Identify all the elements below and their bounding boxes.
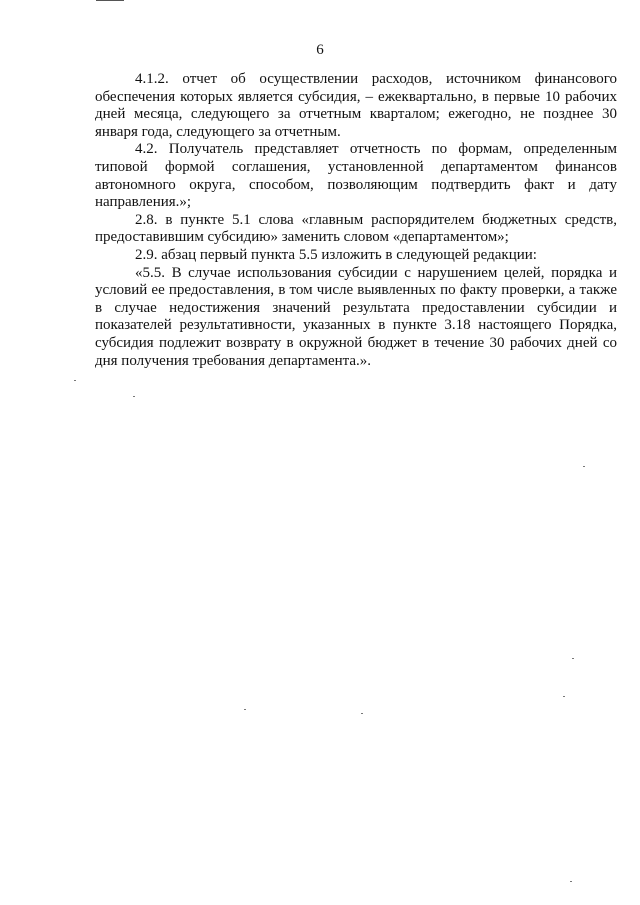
scan-speck <box>570 881 572 882</box>
scan-mark <box>96 0 124 1</box>
scan-speck <box>572 658 574 659</box>
scan-speck <box>361 713 363 714</box>
paragraph-4-2: 4.2. Получатель представляет отчетность по формам, определенным типовой формой соглашения, установленной департаментом финансов автономного округа, способом, позволяющим подтвердить факт и дату направления.»; <box>95 141 617 211</box>
document-body <box>95 71 617 370</box>
paragraph-2-9: 2.9. абзац первый пункта 5.5 изложить в следующей редакции: <box>135 246 537 263</box>
scan-speck <box>133 396 135 397</box>
scan-speck <box>563 696 565 697</box>
page-number: 6 <box>316 42 324 58</box>
paragraph-4-1-2: 4.1.2. отчет об осуществлении расходов, источником финансового обеспечения которых является субсидия, – ежеквартально, в первые 10 рабочих дней месяца, следующего за отчетным кварталом; ежегодно, не позднее 30 января года, следующего за отчетным. <box>95 71 617 140</box>
scan-speck <box>583 466 585 467</box>
scan-speck <box>74 380 76 381</box>
paragraph-5-5: «5.5. В случае использования субсидии с нарушением целей, порядка и условий ее предоставления, в том числе выявленных по факту проверки, а также в случае недостижения значений результата предоставлении субсидии и показателей результативности, указанных в пункте 3.18 настоящего Порядка, субсидия подлежит возврату в окружной бюджет в течение 30 рабочих дней со дня получения требования департамента.». <box>95 264 617 369</box>
paragraph-2-8: 2.8. в пункте 5.1 слова «главным распорядителем бюджетных средств, предоставившим субсидию» заменить словом «департаментом»; <box>95 211 617 246</box>
scan-speck <box>244 709 246 710</box>
